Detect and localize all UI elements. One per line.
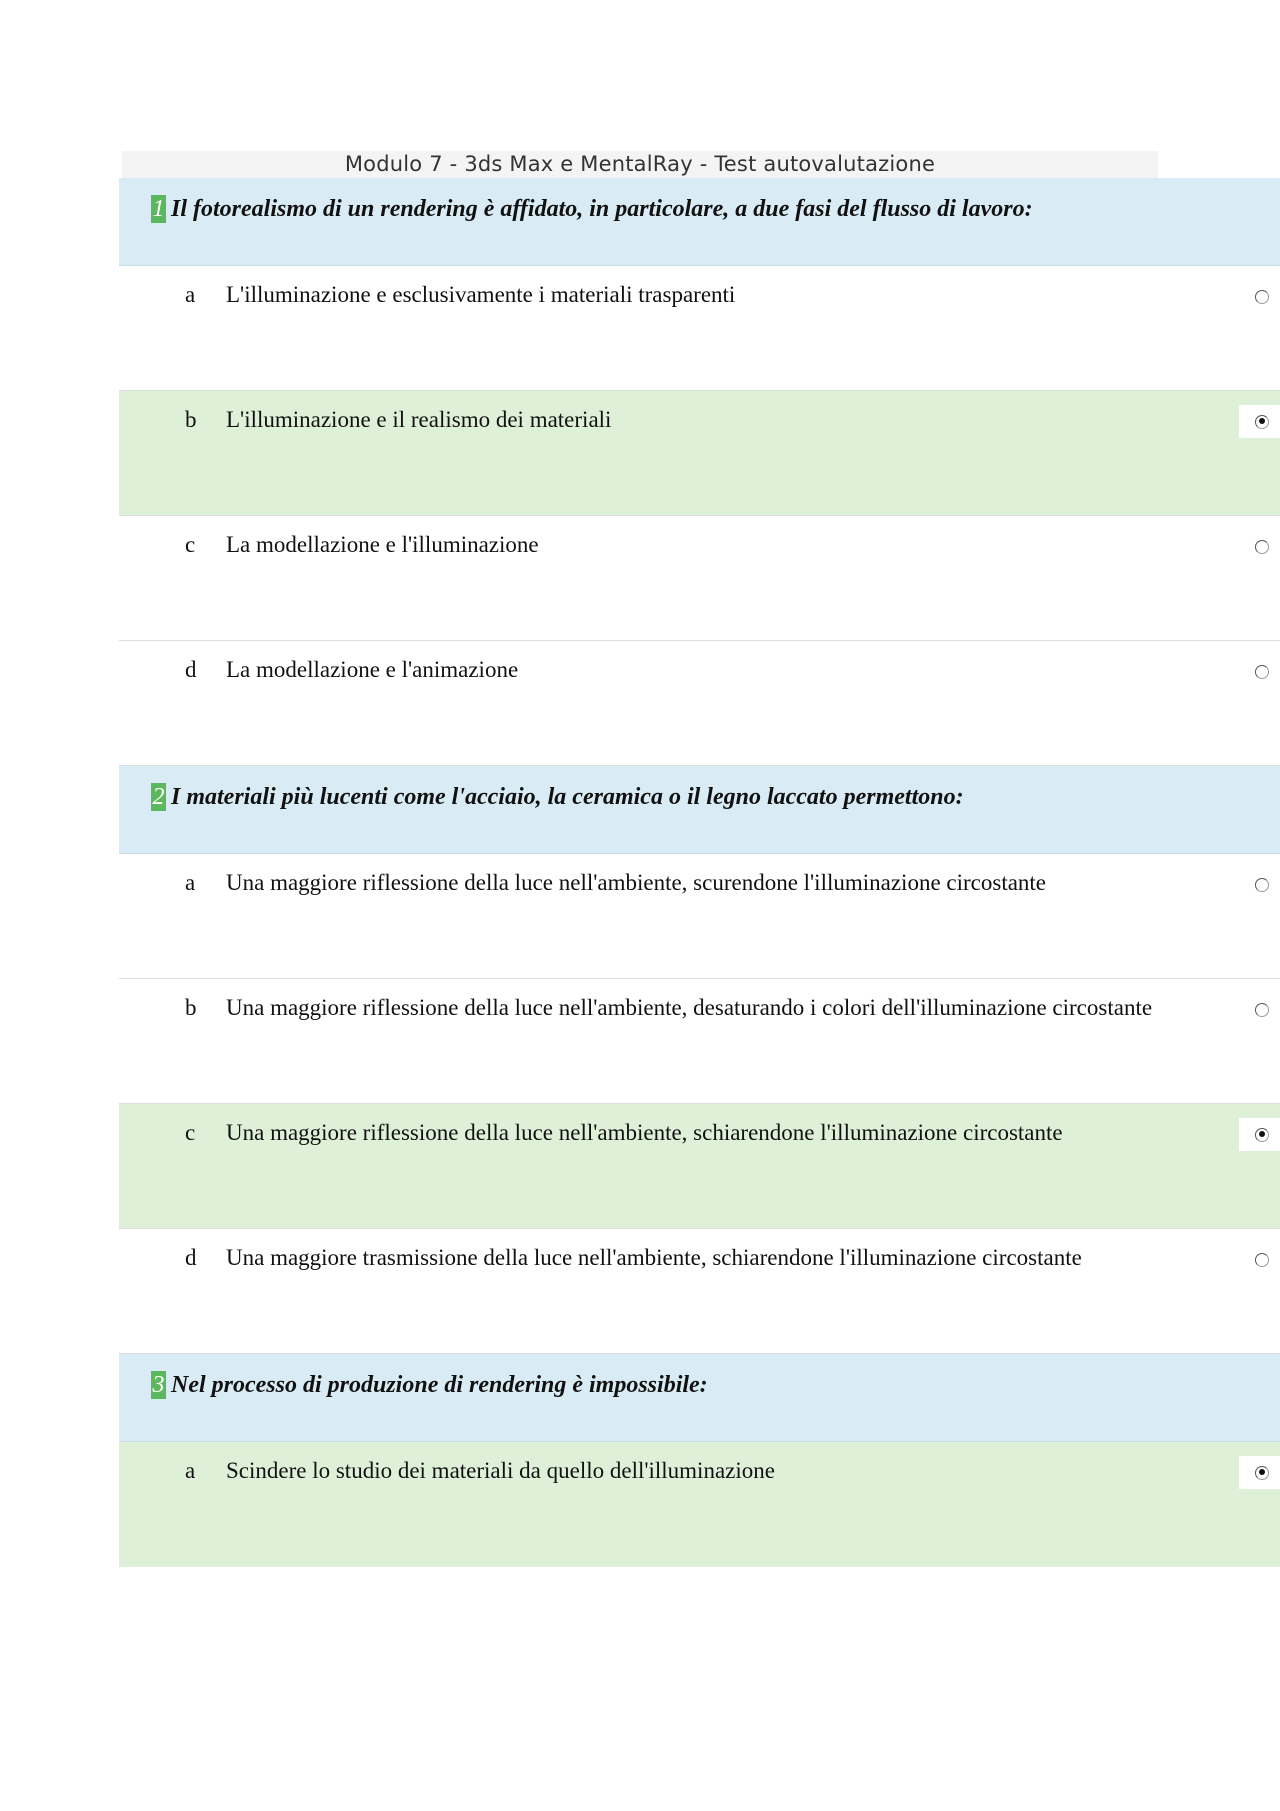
radio-wrap	[1239, 405, 1280, 438]
question-text: I materiali più lucenti come l'acciaio, la ceramica o il legno laccato permettono:	[171, 784, 964, 810]
answer-letter: a	[185, 1458, 196, 1483]
radio-wrap	[1239, 1456, 1280, 1489]
answer-text: L'illuminazione e esclusivamente i materiali trasparenti	[226, 282, 736, 307]
page-title: Modulo 7 - 3ds Max e MentalRay - Test autovalutazione	[122, 151, 1158, 178]
answer-option-2d[interactable]	[119, 1229, 1280, 1354]
question-3	[119, 1354, 1280, 1567]
question-1	[119, 178, 1280, 766]
answer-letter: d	[185, 657, 197, 682]
radio-wrap	[1239, 530, 1280, 563]
question-number-badge: 1	[152, 196, 165, 222]
answer-text: Una maggiore riflessione della luce nell'ambiente, scurendone l'illuminazione circostante	[226, 870, 1047, 895]
answer-letter: a	[185, 282, 196, 307]
radio-wrap	[1239, 280, 1280, 313]
answer-letter: b	[185, 407, 197, 432]
radio-button[interactable]	[1255, 290, 1269, 304]
radio-button[interactable]	[1255, 1003, 1269, 1017]
answer-option-1d[interactable]	[119, 641, 1280, 766]
answer-letter: c	[185, 1120, 196, 1145]
answer-text: L'illuminazione e il realismo dei materiali	[226, 407, 612, 432]
answer-text: La modellazione e l'illuminazione	[226, 532, 539, 557]
answer-letter: d	[185, 1245, 197, 1270]
radio-button[interactable]	[1255, 1253, 1269, 1267]
question-number-badge: 3	[152, 1372, 165, 1398]
radio-button-checked[interactable]	[1255, 1128, 1269, 1142]
answer-letter: b	[185, 995, 197, 1020]
answer-text: Una maggiore riflessione della luce nell'ambiente, schiarendone l'illuminazione circostante	[226, 1120, 1063, 1145]
answer-option-2a[interactable]	[119, 854, 1280, 979]
question-header	[119, 178, 1280, 266]
radio-button[interactable]	[1255, 665, 1269, 679]
radio-wrap	[1239, 1243, 1280, 1276]
radio-wrap	[1239, 655, 1280, 688]
answer-option-1c[interactable]	[119, 516, 1280, 641]
question-text: Nel processo di produzione di rendering è impossibile:	[171, 1372, 708, 1398]
question-header	[119, 766, 1280, 854]
question-2	[119, 766, 1280, 1354]
answer-option-1a[interactable]	[119, 266, 1280, 391]
radio-wrap	[1239, 1118, 1280, 1151]
answer-option-2c[interactable]	[119, 1104, 1280, 1229]
quiz	[119, 178, 1280, 1567]
radio-button[interactable]	[1255, 878, 1269, 892]
answer-option-2b[interactable]	[119, 979, 1280, 1104]
answer-text: Una maggiore trasmissione della luce nell'ambiente, schiarendone l'illuminazione circostante	[226, 1245, 1082, 1270]
radio-button-checked[interactable]	[1255, 1466, 1269, 1480]
answer-letter: a	[185, 870, 196, 895]
radio-button[interactable]	[1255, 540, 1269, 554]
answer-option-1b[interactable]	[119, 391, 1280, 516]
question-text: Il fotorealismo di un rendering è affidato, in particolare, a due fasi del flusso di lavoro:	[171, 196, 1033, 222]
answer-text: La modellazione e l'animazione	[226, 657, 519, 682]
answer-text: Una maggiore riflessione della luce nell'ambiente, desaturando i colori dell'illuminazione circostante	[226, 995, 1153, 1020]
radio-wrap	[1239, 868, 1280, 901]
question-header	[119, 1354, 1280, 1442]
answer-letter: c	[185, 532, 196, 557]
radio-button-checked[interactable]	[1255, 415, 1269, 429]
answer-option-3a[interactable]	[119, 1442, 1280, 1567]
question-number-badge: 2	[152, 784, 165, 810]
answer-text: Scindere lo studio dei materiali da quello dell'illuminazione	[226, 1458, 775, 1483]
radio-wrap	[1239, 993, 1280, 1026]
